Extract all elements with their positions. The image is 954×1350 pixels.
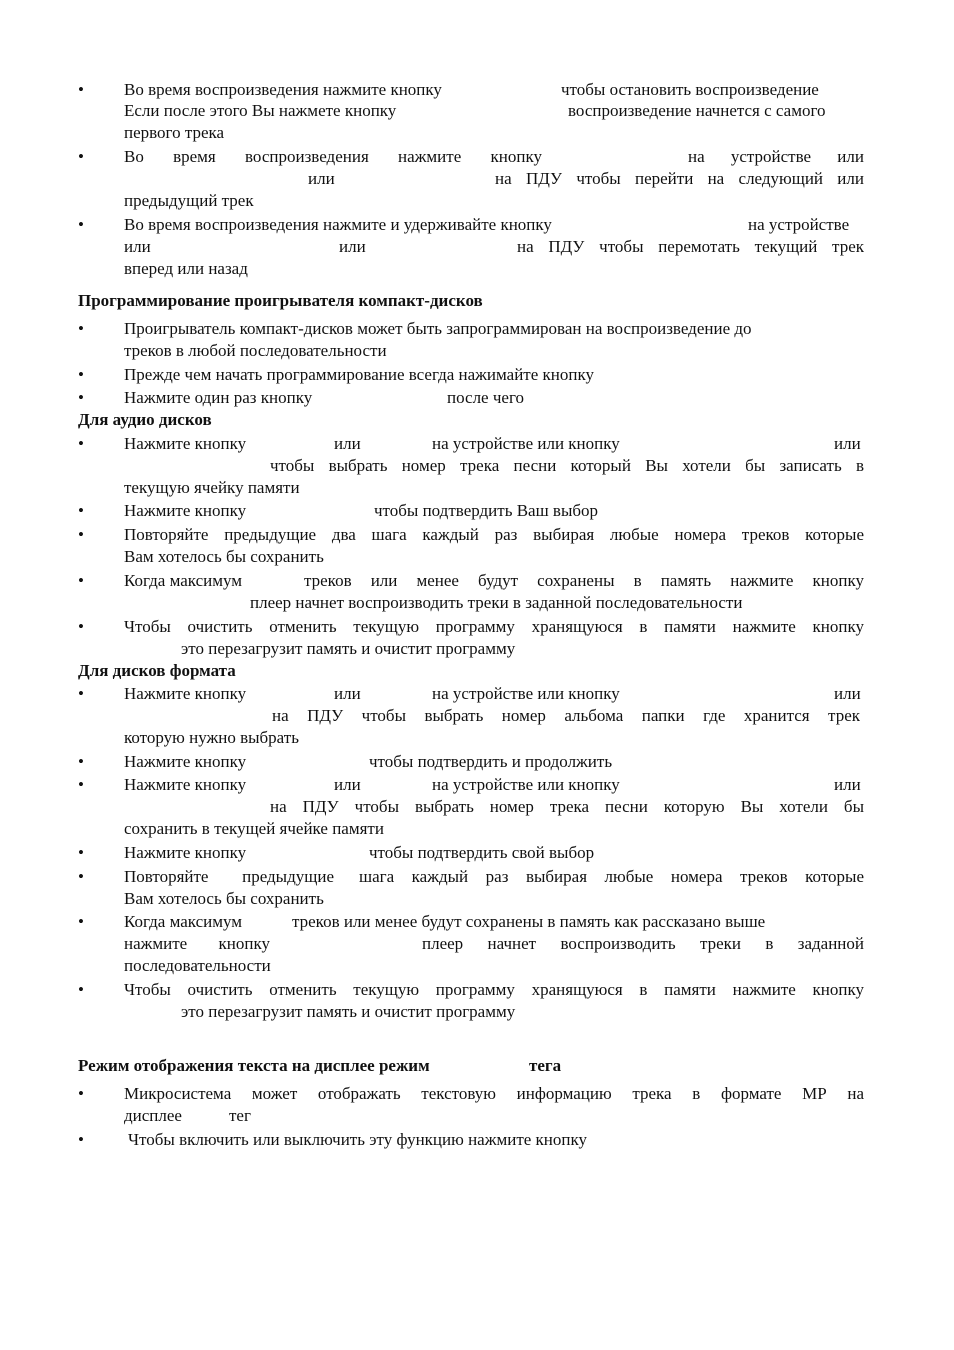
bullet-icon: • — [78, 775, 84, 794]
text-line: или — [334, 434, 361, 453]
text-line: на ПДУ чтобы перейти на следующий или — [495, 169, 864, 188]
bullet-icon: • — [78, 867, 84, 886]
text-line: Нажмите кнопку — [124, 434, 247, 453]
bullet-icon: • — [78, 752, 84, 771]
text-line: Нажмите один раз кнопку — [124, 388, 313, 407]
text-line: на ПДУ чтобы выбрать номер альбома папки где хранится трек — [272, 706, 860, 725]
text-line: или — [124, 237, 151, 256]
text-line: Проигрыватель компакт-дисков может быть запрограммирован на воспроизведение до — [124, 319, 752, 338]
text-line: плеер начнет воспроизводить треки в заданной последовательности — [250, 593, 743, 612]
text-line: чтобы подтвердить и продолжить — [369, 752, 613, 771]
text-line: или — [834, 775, 861, 794]
text-line: Прежде чем начать программирование всегда нажимайте кнопку — [124, 365, 594, 384]
text-line: или — [308, 169, 335, 188]
text-line: чтобы остановить воспроизведение — [561, 80, 819, 99]
section-heading: тега — [529, 1056, 562, 1075]
bullet-icon: • — [78, 147, 84, 166]
text-line: воспроизведение начнется с самого — [568, 101, 826, 120]
bullet-icon: • — [78, 571, 84, 590]
text-line: Повторяйте предыдущие два шага каждый раз выбирая любые номера треков которые — [124, 525, 864, 544]
text-line: дисплее — [124, 1106, 182, 1125]
text-line: Если после этого Вы нажмете кнопку — [124, 101, 397, 120]
bullet-icon: • — [78, 501, 84, 520]
text-line: Во время воспроизведения нажмите кнопку — [124, 80, 442, 99]
bullet-icon: • — [78, 215, 84, 234]
text-line: Чтобы включить или выключить эту функцию нажмите кнопку — [128, 1130, 588, 1149]
bullet-icon: • — [78, 80, 84, 99]
text-line: которую нужно выбрать — [124, 728, 299, 747]
text-line: тег — [229, 1106, 251, 1125]
text-line: или — [334, 775, 361, 794]
section-heading: Для дисков формата — [78, 661, 236, 680]
text-line: Нажмите кнопку — [124, 775, 247, 794]
section-heading: Для аудио дисков — [78, 410, 212, 429]
bullet-icon: • — [78, 434, 84, 453]
text-line: первого трека — [124, 123, 225, 142]
text-line: Микросистема может отображать текстовую информацию трека в формате МР на — [124, 1084, 864, 1103]
text-line: Повторяйте предыдущие — [124, 867, 334, 886]
bullet-icon: • — [78, 365, 84, 384]
text-line: треков в любой последовательности — [124, 341, 387, 360]
text-line: после чего — [447, 388, 524, 407]
bullet-icon: • — [78, 617, 84, 636]
bullet-icon: • — [78, 1130, 84, 1149]
bullet-icon: • — [78, 684, 84, 703]
text-line: Нажмите кнопку — [124, 501, 247, 520]
text-line: чтобы подтвердить Ваш выбор — [374, 501, 599, 520]
bullet-icon: • — [78, 388, 84, 407]
text-line: на устройстве или кнопку — [432, 775, 620, 794]
text-line: это перезагрузит память и очистит программу — [181, 1002, 516, 1021]
text-line: на ПДУ чтобы перемотать текущий трек — [517, 237, 864, 256]
text-line: на устройстве или — [688, 147, 864, 166]
text-line: Чтобы очистить отменить текущую программу хранящуюся в памяти нажмите кнопку — [124, 980, 864, 999]
bullet-icon: • — [78, 912, 84, 931]
bullet-icon: • — [78, 525, 84, 544]
bullet-icon: • — [78, 843, 84, 862]
text-line: треков или менее будут сохранены в память нажмите кнопку — [304, 571, 864, 590]
text-line: сохранить в текущей ячейке памяти — [124, 819, 384, 838]
text-line: Во время воспроизведения нажмите и удерживайте кнопку — [124, 215, 552, 234]
text-line: Нажмите кнопку — [124, 684, 247, 703]
text-line: нажмите кнопку — [124, 934, 270, 953]
text-line: или — [834, 684, 861, 703]
text-line: треков или менее будут сохранены в память как рассказано выше — [292, 912, 766, 931]
text-line: Вам хотелось бы сохранить — [124, 889, 324, 908]
text-line: Когда максимум — [124, 571, 243, 590]
text-line: или — [834, 434, 861, 453]
section-heading: Режим отображения текста на дисплее режим — [78, 1056, 430, 1075]
text-line: на устройстве или кнопку — [432, 684, 620, 703]
text-line: это перезагрузит память и очистит программу — [181, 639, 516, 658]
text-line: чтобы подтвердить свой выбор — [369, 843, 595, 862]
text-line: Вам хотелось бы сохранить — [124, 547, 324, 566]
text-line: на устройстве или кнопку — [432, 434, 620, 453]
text-line: Нажмите кнопку — [124, 752, 247, 771]
bullet-icon: • — [78, 980, 84, 999]
text-line: или — [339, 237, 366, 256]
bullet-icon: • — [78, 1084, 84, 1103]
text-line: на ПДУ чтобы выбрать номер трека песни которую Вы хотели бы — [270, 797, 864, 816]
text-line: текущую ячейку памяти — [124, 478, 300, 497]
text-line: Нажмите кнопку — [124, 843, 247, 862]
text-line: Когда максимум — [124, 912, 243, 931]
text-line: вперед или назад — [124, 259, 248, 278]
text-line: плеер начнет воспроизводить треки в заданной — [422, 934, 864, 953]
text-line: на устройстве — [748, 215, 850, 234]
text-line: предыдущий трек — [124, 191, 254, 210]
text-line: шага каждый раз выбирая любые номера треков которые — [359, 867, 864, 886]
text-line: или — [334, 684, 361, 703]
text-line: Во время воспроизведения нажмите кнопку — [124, 147, 542, 166]
text-line: последовательности — [124, 956, 271, 975]
text-line: Чтобы очистить отменить текущую программу хранящуюся в памяти нажмите кнопку — [124, 617, 864, 636]
section-heading: Программирование проигрывателя компакт-дисков — [78, 291, 483, 310]
bullet-icon: • — [78, 319, 84, 338]
text-line: чтобы выбрать номер трека песни который Вы хотели бы записать в — [270, 456, 864, 475]
